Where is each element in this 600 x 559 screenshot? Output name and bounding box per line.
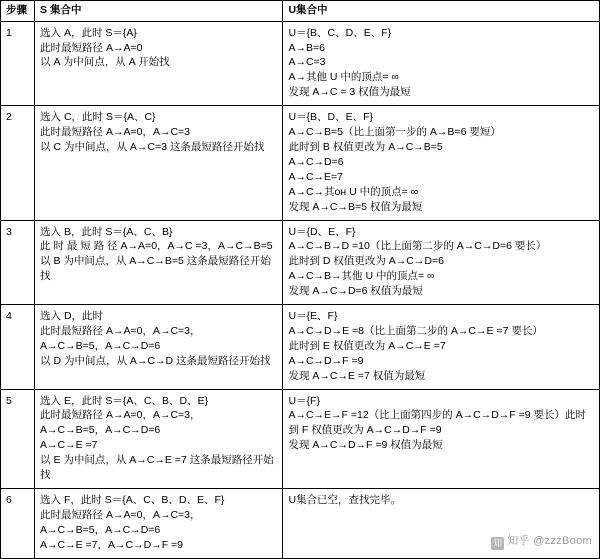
cell-line: 选入 C，此时 S＝{A、C} bbox=[40, 111, 156, 124]
cell-line: A→C→E =7，A→C→D→F =9 bbox=[40, 538, 183, 551]
cell-line: U＝{E、F} bbox=[288, 310, 338, 323]
cell-line: 选入 B，此时 S＝{A、C、B} bbox=[40, 225, 173, 238]
cell-line: 此时最短路径 A→A=0，A→C=3 bbox=[40, 126, 190, 139]
table-row bbox=[1, 21, 600, 106]
cell-line: A→C→B→D =10（比上面第二步的 A→C→D=6 要长） bbox=[288, 240, 547, 253]
cell-line: A→其他 U 中的顶点= ∞ bbox=[288, 71, 399, 84]
table-row bbox=[1, 389, 600, 488]
cell-s-set bbox=[35, 220, 283, 305]
cell-line: 此 时 最 短 路 径 A→A=0，A→C =3，A→C→B=5 bbox=[40, 240, 273, 253]
cell-line: 此时最短路径 A→A=0，A→C=3， bbox=[40, 324, 201, 337]
table-row bbox=[1, 106, 600, 220]
cell-line: A→C=3 bbox=[288, 56, 326, 69]
column-header-s-set: S 集合中 bbox=[35, 1, 283, 22]
column-header-step: 步骤 bbox=[1, 1, 35, 22]
cell-s-set bbox=[35, 305, 283, 390]
cell-line: 发现 A→C→D→F =9 权值为最短 bbox=[288, 439, 443, 452]
cell-line: 以 A 为中间点，从 A 开始找 bbox=[40, 56, 170, 69]
watermark bbox=[491, 532, 592, 550]
cell-s-set bbox=[35, 21, 283, 106]
cell-line: U＝{D、E、F} bbox=[288, 225, 356, 238]
table-body bbox=[1, 21, 600, 558]
cell-line: 此时最短路径 A→A=0 bbox=[40, 41, 143, 54]
cell-line: 选入 A，此时 S＝{A} bbox=[40, 26, 137, 39]
cell-s-set bbox=[35, 489, 283, 559]
cell-line: 选入 F，此时 S＝{A、C、B、D、E、F} bbox=[40, 494, 225, 507]
cell-line: U＝{B、D、E、F} bbox=[288, 111, 374, 124]
cell-line: A→C→B=5，A→C→D=6 bbox=[40, 523, 161, 536]
cell-line: 选入 E，此时 S＝{A、C、B、D、E} bbox=[40, 394, 209, 407]
cell-line: U＝{F} bbox=[288, 394, 320, 407]
cell-line: A→C→B=5，A→C→D=6 bbox=[40, 339, 161, 352]
cell-line: A→C→D=6 bbox=[288, 155, 344, 168]
cell-line: 以 B 为中间点，从 A→C→B=5 这条最短路径开始找 bbox=[40, 255, 271, 283]
cell-line: U集合已空，查找完毕。 bbox=[288, 494, 402, 507]
zhihu-logo-icon: 知 bbox=[493, 538, 503, 548]
cell-line: A→C→D→E =8（比上面第二步的 A→C→E =7 要长） bbox=[288, 324, 543, 337]
cell-u-set bbox=[283, 220, 600, 305]
watermark-text: 知乎 @zzzBoom bbox=[507, 535, 592, 547]
cell-line: A→C→E=7 bbox=[288, 170, 344, 183]
cell-line: 此时最短路径 A→A=0，A→C=3， bbox=[40, 409, 201, 422]
cell-step: 6 bbox=[1, 489, 35, 559]
cell-line: 此时到 E 权值更改为 A→C→E =7 bbox=[288, 339, 446, 352]
cell-line: 发现 A→C→E =7 权值为最短 bbox=[288, 369, 426, 382]
cell-step: 1 bbox=[1, 21, 35, 106]
cell-line: 发现 A→C = 3 权值为最短 bbox=[288, 86, 411, 99]
cell-line: 以 E 为中间点，从 A→C→E =7 这条最短路径开始找 bbox=[40, 454, 274, 482]
cell-line: U＝{B、C、D、E、F} bbox=[288, 26, 392, 39]
cell-line: 选入 D，此时 bbox=[40, 310, 104, 323]
cell-line: A→C→B→其他 U 中的顶点= ∞ bbox=[288, 270, 435, 283]
cell-line: 此时最短路径 A→A=0，A→C=3， bbox=[40, 508, 201, 521]
cell-line: 以 D 为中间点，从 A→C→D 这条最短路径开始找 bbox=[40, 354, 271, 367]
cell-u-set bbox=[283, 389, 600, 488]
cell-u-set bbox=[283, 305, 600, 390]
table-header-row bbox=[1, 1, 600, 22]
cell-line: A→B=6 bbox=[288, 41, 325, 54]
cell-step: 4 bbox=[1, 305, 35, 390]
cell-line: 发现 A→C→B=5 权值为最短 bbox=[288, 200, 423, 213]
cell-line: A→C→E =7 bbox=[40, 439, 98, 452]
cell-line: 发现 A→C→D=6 权值为最短 bbox=[288, 285, 423, 298]
cell-line: A→C→E→F =12（比上面第四步的 A→C→D→F =9 要长）此时到 F 权值更改为 A→C→D→F =9 bbox=[288, 409, 586, 437]
cell-s-set bbox=[35, 389, 283, 488]
cell-line: A→C→B=5（比上面第一步的 A→B=6 要短） bbox=[288, 126, 501, 139]
cell-line: A→C→B=5，A→C→D=6 bbox=[40, 424, 161, 437]
column-header-u-set: U集合中 bbox=[283, 1, 600, 22]
cell-s-set bbox=[35, 106, 283, 220]
cell-u-set bbox=[283, 21, 600, 106]
cell-line: 此时到 D 权值更改为 A→C→D=6 bbox=[288, 255, 444, 268]
cell-line: 以 C 为中间点，从 A→C=3 这条最短路径开始找 bbox=[40, 140, 265, 153]
cell-step: 5 bbox=[1, 389, 35, 488]
cell-line: A→C→D→F =9 bbox=[288, 354, 364, 367]
cell-u-set bbox=[283, 106, 600, 220]
table-row bbox=[1, 220, 600, 305]
cell-step: 3 bbox=[1, 220, 35, 305]
cell-line: 此时到 B 权值更改为 A→C→B=5 bbox=[288, 140, 443, 153]
table-row bbox=[1, 305, 600, 390]
cell-line: A→C→其он U 中的顶点= ∞ bbox=[288, 185, 419, 198]
cell-step: 2 bbox=[1, 106, 35, 220]
